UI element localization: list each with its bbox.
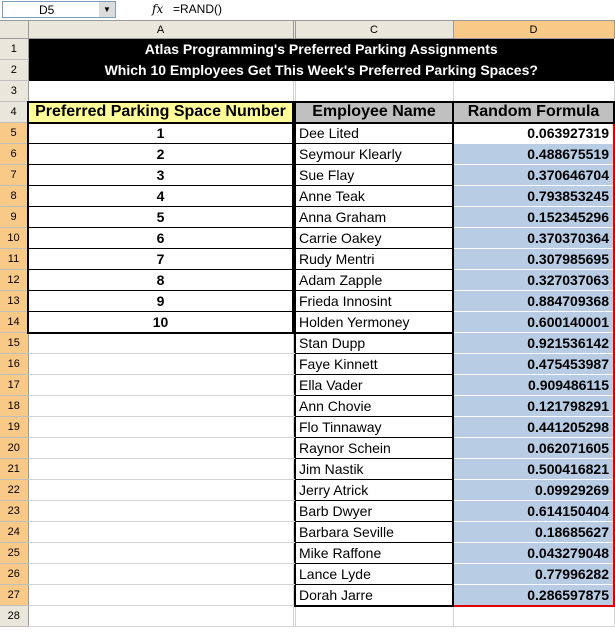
cell-d28[interactable]	[453, 606, 614, 627]
employee-name-cell[interactable]: Sue Flay	[295, 165, 453, 186]
space-number-cell[interactable]: 8	[28, 270, 293, 291]
employee-name-cell[interactable]: Mike Raffone	[295, 543, 453, 564]
row-header-28[interactable]: 28	[0, 606, 28, 627]
cell-a16[interactable]	[28, 354, 293, 375]
column-header-a[interactable]: A	[28, 21, 293, 39]
row-header-19[interactable]: 19	[0, 417, 28, 438]
table-row	[0, 186, 614, 207]
employee-name-cell[interactable]: Barbara Seville	[295, 522, 453, 543]
cell-a23[interactable]	[28, 501, 293, 522]
random-value-cell[interactable]: 0.614150404	[453, 501, 614, 522]
table-row	[0, 165, 614, 186]
cell-a19[interactable]	[28, 417, 293, 438]
cell-c28[interactable]	[295, 606, 453, 627]
employee-name-cell[interactable]: Barb Dwyer	[295, 501, 453, 522]
function-icon[interactable]: fx	[152, 2, 164, 16]
space-number-cell[interactable]: 6	[28, 228, 293, 249]
cell-d3[interactable]	[453, 81, 614, 102]
table-row	[0, 123, 614, 144]
employee-name-cell[interactable]: Jerry Atrick	[295, 480, 453, 501]
title-line-1: Atlas Programming's Preferred Parking Assignments	[28, 39, 614, 60]
row-header-9[interactable]: 9	[0, 207, 28, 228]
row-header-20[interactable]: 20	[0, 438, 28, 459]
row-header-27[interactable]: 27	[0, 585, 28, 606]
name-box-dropdown-icon[interactable]: ▼	[99, 2, 115, 17]
employee-name-cell[interactable]: Stan Dupp	[295, 333, 453, 354]
row-header-24[interactable]: 24	[0, 522, 28, 543]
cell-a27[interactable]	[28, 585, 293, 606]
table-row	[0, 102, 614, 123]
space-number-cell[interactable]: 7	[28, 249, 293, 270]
table-row	[0, 144, 614, 165]
employee-name-cell[interactable]: Holden Yermoney	[295, 312, 453, 333]
row-header-12[interactable]: 12	[0, 270, 28, 291]
random-value-cell[interactable]: 0.062071605	[453, 438, 614, 459]
row-header-4[interactable]: 4	[0, 102, 28, 123]
employee-name-cell[interactable]: Flo Tinnaway	[295, 417, 453, 438]
table-row	[0, 585, 614, 606]
employee-name-cell[interactable]: Ann Chovie	[295, 396, 453, 417]
row-header-1[interactable]: 1	[0, 39, 28, 60]
cell-a25[interactable]	[28, 543, 293, 564]
employee-name-header[interactable]: Employee Name	[295, 102, 453, 123]
space-number-cell[interactable]: 5	[28, 207, 293, 228]
random-value-cell[interactable]: 0.600140001	[453, 312, 614, 333]
table-row	[0, 270, 614, 291]
row-header-3[interactable]: 3	[0, 81, 28, 102]
row-header-17[interactable]: 17	[0, 375, 28, 396]
employee-name-cell[interactable]: Anna Graham	[295, 207, 453, 228]
cell-a15[interactable]	[28, 333, 293, 354]
employee-name-cell[interactable]: Raynor Schein	[295, 438, 453, 459]
row-header-10[interactable]: 10	[0, 228, 28, 249]
row-header-16[interactable]: 16	[0, 354, 28, 375]
random-value-cell[interactable]: 0.921536142	[453, 333, 614, 354]
random-value-cell[interactable]: 0.286597875	[453, 585, 614, 606]
row-header-11[interactable]: 11	[0, 249, 28, 270]
row-header-21[interactable]: 21	[0, 459, 28, 480]
row-header-25[interactable]: 25	[0, 543, 28, 564]
cell-a26[interactable]	[28, 564, 293, 585]
employee-name-cell[interactable]: Dee Lited	[295, 123, 453, 144]
row-header-14[interactable]: 14	[0, 312, 28, 333]
table-row	[0, 81, 614, 102]
random-value-cell[interactable]: 0.18685627	[453, 522, 614, 543]
table-row	[0, 543, 614, 564]
random-value-cell[interactable]: 0.77996282	[453, 564, 614, 585]
space-number-cell[interactable]: 4	[28, 186, 293, 207]
row-header-15[interactable]: 15	[0, 333, 28, 354]
table-row	[0, 249, 614, 270]
row-header-26[interactable]: 26	[0, 564, 28, 585]
cell-a18[interactable]	[28, 396, 293, 417]
row-header-18[interactable]: 18	[0, 396, 28, 417]
name-box[interactable]	[2, 1, 116, 18]
random-value-cell[interactable]: 0.307985695	[453, 249, 614, 270]
space-number-header[interactable]: Preferred Parking Space Number	[28, 102, 293, 123]
random-value-cell[interactable]: 0.327037063	[453, 270, 614, 291]
table-row	[0, 522, 614, 543]
employee-name-cell[interactable]: Carrie Oakey	[295, 228, 453, 249]
random-formula-header[interactable]: Random Formula	[453, 102, 614, 123]
cell-a21[interactable]	[28, 459, 293, 480]
row-header-7[interactable]: 7	[0, 165, 28, 186]
space-number-cell[interactable]: 1	[28, 123, 293, 144]
random-value-cell[interactable]: 0.043279048	[453, 543, 614, 564]
table-row	[0, 396, 614, 417]
table-row	[0, 417, 614, 438]
table-row	[0, 375, 614, 396]
employee-name-cell[interactable]: Rudy Mentri	[295, 249, 453, 270]
employee-name-cell[interactable]: Dorah Jarre	[295, 585, 453, 606]
table-row	[0, 501, 614, 522]
row-header-8[interactable]: 8	[0, 186, 28, 207]
table-row	[0, 480, 614, 501]
employee-name-cell[interactable]: Anne Teak	[295, 186, 453, 207]
title-line-2: Which 10 Employees Get This Week's Preferred Parking Spaces?	[28, 60, 614, 81]
random-value-cell[interactable]: 0.793853245	[453, 186, 614, 207]
employee-name-cell[interactable]: Frieda Innosint	[295, 291, 453, 312]
table-row	[0, 60, 614, 81]
cell-c3[interactable]	[295, 81, 453, 102]
row-header-2[interactable]: 2	[0, 60, 28, 81]
random-value-cell[interactable]: 0.488675519	[453, 144, 614, 165]
random-value-cell[interactable]: 0.121798291	[453, 396, 614, 417]
random-value-cell[interactable]: 0.441205298	[453, 417, 614, 438]
table-row	[0, 606, 614, 627]
table-row	[0, 291, 614, 312]
cell-a28[interactable]	[28, 606, 293, 627]
random-value-cell[interactable]: 0.884709368	[453, 291, 614, 312]
cell-a20[interactable]	[28, 438, 293, 459]
cell-a24[interactable]	[28, 522, 293, 543]
name-box-value: D5	[39, 3, 55, 17]
table-row	[0, 564, 614, 585]
random-value-cell[interactable]: 0.063927319	[453, 123, 614, 144]
employee-name-cell[interactable]: Adam Zapple	[295, 270, 453, 291]
random-value-cell[interactable]: 0.09929269	[453, 480, 614, 501]
row-header-6[interactable]: 6	[0, 144, 28, 165]
column-header-c[interactable]: C	[295, 21, 453, 39]
formula-bar	[0, 0, 615, 21]
select-all-corner[interactable]	[0, 21, 28, 39]
row-header-22[interactable]: 22	[0, 480, 28, 501]
row-header-23[interactable]: 23	[0, 501, 28, 522]
employee-name-cell[interactable]: Ella Vader	[295, 375, 453, 396]
table-row	[0, 354, 614, 375]
cell-a3[interactable]	[28, 81, 293, 102]
row-header-13[interactable]: 13	[0, 291, 28, 312]
random-value-cell[interactable]: 0.370646704	[453, 165, 614, 186]
random-value-cell[interactable]: 0.152345296	[453, 207, 614, 228]
random-value-cell[interactable]: 0.909486115	[453, 375, 614, 396]
cell-a17[interactable]	[28, 375, 293, 396]
table-row	[0, 438, 614, 459]
cell-a22[interactable]	[28, 480, 293, 501]
employee-name-cell[interactable]: Lance Lyde	[295, 564, 453, 585]
space-number-cell[interactable]: 9	[28, 291, 293, 312]
formula-input[interactable]: =RAND()	[173, 2, 223, 16]
table-row	[0, 459, 614, 480]
space-number-cell[interactable]: 3	[28, 165, 293, 186]
employee-name-cell[interactable]: Faye Kinnett	[295, 354, 453, 375]
column-header-d[interactable]: D	[453, 21, 614, 39]
row-header-5[interactable]: 5	[0, 123, 28, 144]
random-value-cell[interactable]: 0.500416821	[453, 459, 614, 480]
random-value-cell[interactable]: 0.475453987	[453, 354, 614, 375]
table-row	[0, 207, 614, 228]
employee-name-cell[interactable]: Jim Nastik	[295, 459, 453, 480]
table-row	[0, 333, 614, 354]
employee-name-cell[interactable]: Seymour Klearly	[295, 144, 453, 165]
space-number-cell[interactable]: 2	[28, 144, 293, 165]
table-row	[0, 312, 614, 333]
space-number-cell[interactable]: 10	[28, 312, 293, 333]
random-value-cell[interactable]: 0.370370364	[453, 228, 614, 249]
table-row	[0, 39, 614, 60]
spreadsheet-grid	[0, 21, 615, 632]
table-row	[0, 228, 614, 249]
